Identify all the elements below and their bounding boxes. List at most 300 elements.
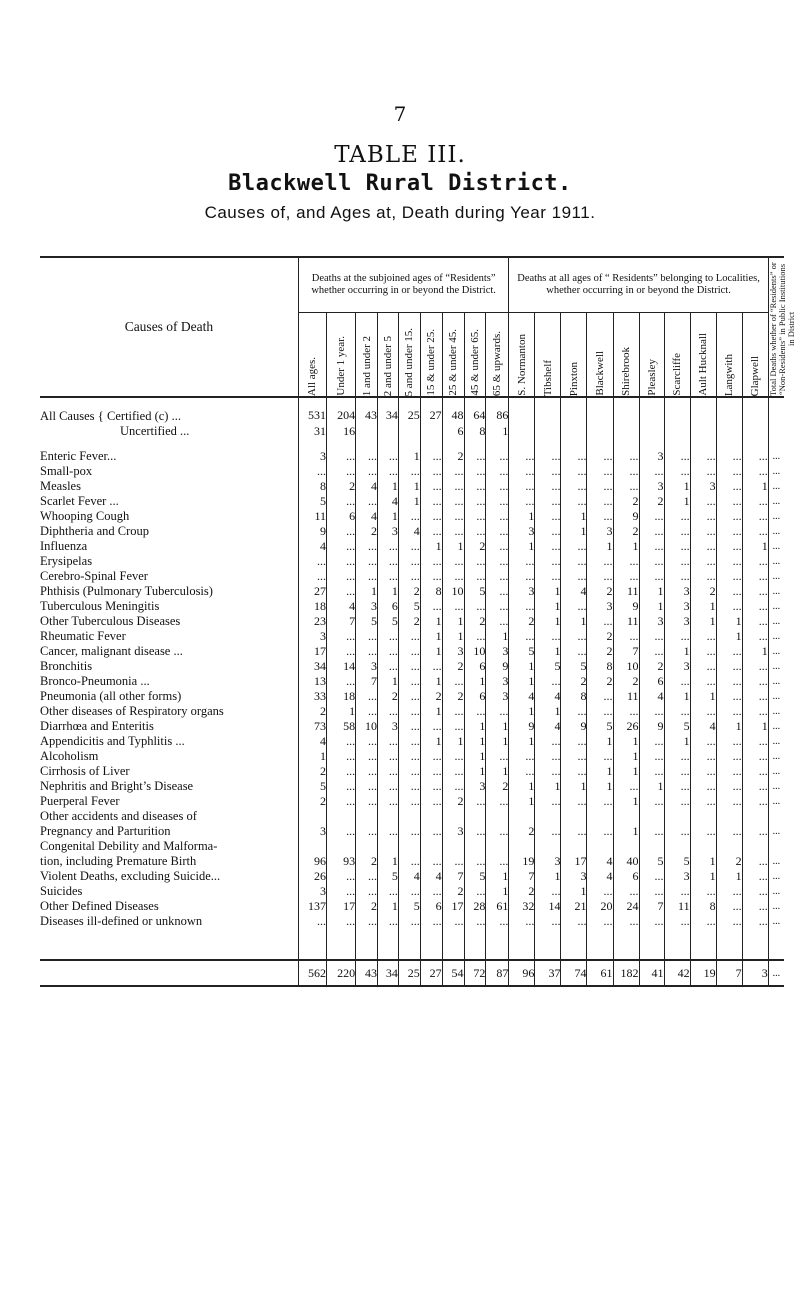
table-cell: ...	[535, 629, 561, 644]
table-cell: ...	[420, 569, 442, 584]
table-cell: ...	[772, 496, 781, 507]
table-cell: ...	[486, 824, 509, 839]
table-cell: ...	[327, 554, 356, 569]
table-cell	[420, 809, 442, 824]
table-cell: 2	[442, 659, 464, 674]
col-header: S. Normanton	[509, 313, 535, 397]
table-cell: 3	[664, 584, 690, 599]
table-cell: ...	[378, 764, 399, 779]
total-cell: 54	[442, 960, 464, 986]
col-header: Blackwell	[587, 313, 613, 397]
table-cell: ...	[356, 464, 378, 479]
table-row	[40, 719, 784, 734]
table-cell: 4	[561, 584, 587, 599]
table-cell: ...	[690, 629, 716, 644]
table-cell	[768, 809, 784, 824]
col-header: 65 & upwards.	[486, 313, 509, 397]
col-header: Langwith	[716, 313, 742, 397]
table-cell: ...	[398, 644, 420, 659]
table-row	[40, 599, 784, 614]
table-cell	[509, 839, 535, 854]
table-cell: ...	[716, 524, 742, 539]
all-causes-label: All Causes	[40, 409, 95, 423]
table-cell: ...	[535, 539, 561, 554]
cause-label: Puerperal Fever	[40, 794, 298, 809]
cause-label: Nephritis and Bright’s Disease	[40, 779, 298, 794]
table-row	[40, 509, 784, 524]
table-cell: 14	[535, 899, 561, 914]
table-cell: ...	[398, 509, 420, 524]
table-cell: ...	[742, 704, 768, 719]
table-cell: 3	[535, 854, 561, 869]
table-cell: ...	[772, 661, 781, 672]
table-cell: ...	[742, 449, 768, 464]
table-cell: 3	[509, 524, 535, 539]
table-cell: 17	[298, 644, 326, 659]
table-cell: 1	[420, 734, 442, 749]
cause-label: Bronco-Pneumonia ...	[40, 674, 298, 689]
table-cell: 61	[486, 899, 509, 914]
table-cell: ...	[356, 704, 378, 719]
table-cell: 58	[327, 719, 356, 734]
table-cell: 1	[639, 584, 664, 599]
col-header: Scarcliffe	[664, 313, 690, 397]
table-cell	[486, 839, 509, 854]
cause-label: Cerebro-Spinal Fever	[40, 569, 298, 584]
table-cell: 2	[298, 704, 326, 719]
table-cell: 4	[420, 869, 442, 884]
table-cell: ...	[327, 539, 356, 554]
table-cell: ...	[613, 569, 639, 584]
table-cell: ...	[716, 734, 742, 749]
col-header: Ault Hucknall	[690, 313, 716, 397]
table-cell: ...	[561, 599, 587, 614]
table-cell: ...	[464, 479, 486, 494]
col-header: Tibshelf	[535, 313, 561, 397]
table-cell: 204	[327, 408, 356, 424]
table-cell: 3	[298, 884, 326, 899]
table-cell: ...	[690, 509, 716, 524]
table-cell: 4	[639, 689, 664, 704]
table-cell: ...	[464, 824, 486, 839]
table-cell: ...	[716, 539, 742, 554]
table-cell: 2	[613, 494, 639, 509]
table-cell: ...	[486, 584, 509, 599]
table-cell: 14	[327, 659, 356, 674]
table-cell: 3	[664, 599, 690, 614]
table-cell: ...	[356, 779, 378, 794]
table-cell	[509, 809, 535, 824]
table-cell: ...	[613, 554, 639, 569]
table-cell: 2	[327, 479, 356, 494]
table-cell: ...	[356, 869, 378, 884]
table-cell: ...	[442, 719, 464, 734]
table-cell: 8	[587, 659, 613, 674]
total-cell: 3	[742, 960, 768, 986]
ages-group-header: Deaths at the subjoined ages of “Residents” whether occurring in or beyond the District.	[298, 257, 509, 313]
table-cell: ...	[742, 914, 768, 929]
table-cell: ...	[742, 854, 768, 869]
table-cell: ...	[772, 631, 781, 642]
table-cell: ...	[509, 479, 535, 494]
table-cell: ...	[420, 449, 442, 464]
table-cell: 9	[298, 524, 326, 539]
table-cell: ...	[664, 764, 690, 779]
page-number: 7	[393, 102, 407, 126]
table-cell: 1	[664, 494, 690, 509]
table-cell: 1	[464, 749, 486, 764]
table-cell	[716, 839, 742, 854]
table-cell: ...	[298, 464, 326, 479]
cause-label: Other Tuberculous Diseases	[40, 614, 298, 629]
table-cell: ...	[327, 794, 356, 809]
table-cell: ...	[535, 734, 561, 749]
table-cell: ...	[356, 914, 378, 929]
table-row	[40, 869, 784, 884]
cause-label: Congenital Debility and Malforma-	[40, 839, 298, 854]
table-cell: 5	[356, 614, 378, 629]
table-row	[40, 629, 784, 644]
table-cell: 2	[298, 764, 326, 779]
table-row	[40, 764, 784, 779]
table-cell: ...	[690, 734, 716, 749]
table-cell: 4	[327, 599, 356, 614]
table-cell: 64	[464, 408, 486, 424]
table-cell: ...	[639, 509, 664, 524]
table-cell: 3	[664, 659, 690, 674]
table-cell: 531	[298, 408, 326, 424]
table-cell: ...	[664, 824, 690, 839]
table-cell: ...	[561, 824, 587, 839]
table-cell: ...	[716, 824, 742, 839]
table-cell: 4	[587, 854, 613, 869]
table-cell: ...	[327, 494, 356, 509]
table-cell: 8	[298, 479, 326, 494]
table-cell: ...	[356, 764, 378, 779]
table-cell: 9	[613, 599, 639, 614]
col-header: 25 & under 45.	[442, 313, 464, 397]
total-cell: 19	[690, 960, 716, 986]
table-cell: ...	[356, 644, 378, 659]
table-cell: 1	[535, 779, 561, 794]
table-cell: 18	[327, 689, 356, 704]
cause-label: Erysipelas	[40, 554, 298, 569]
table-cell: ...	[742, 674, 768, 689]
table-cell: ...	[327, 569, 356, 584]
certified-label: Certified (c) ...	[107, 409, 181, 423]
table-cell: ...	[742, 749, 768, 764]
table-cell: 1	[613, 749, 639, 764]
table-cell: ...	[690, 749, 716, 764]
table-cell: 6	[378, 599, 399, 614]
table-cell: ...	[486, 554, 509, 569]
table-cell: 9	[486, 659, 509, 674]
table-cell	[639, 809, 664, 824]
table-cell: ...	[442, 509, 464, 524]
table-cell: ...	[772, 646, 781, 657]
table-cell: 1	[535, 704, 561, 719]
table-cell: 1	[561, 524, 587, 539]
table-cell: ...	[639, 569, 664, 584]
table-cell: 4	[535, 689, 561, 704]
table-cell: 9	[613, 509, 639, 524]
table-cell: 34	[378, 408, 399, 424]
table-cell: 2	[690, 584, 716, 599]
table-cell: 1	[509, 509, 535, 524]
table-cell: ...	[378, 464, 399, 479]
table-cell: ...	[398, 734, 420, 749]
table-cell: 4	[690, 719, 716, 734]
table-cell: ...	[535, 674, 561, 689]
cause-label: Pneumonia (all other forms)	[40, 689, 298, 704]
table-cell: ...	[772, 526, 781, 537]
table-cell: 1	[398, 494, 420, 509]
table-cell: 2	[356, 524, 378, 539]
table-cell: ...	[772, 916, 781, 927]
table-cell: 1	[690, 854, 716, 869]
table-cell: 34	[298, 659, 326, 674]
table-cell: ...	[639, 794, 664, 809]
table-cell: 6	[327, 509, 356, 524]
table-cell: 6	[464, 659, 486, 674]
table-cell	[398, 839, 420, 854]
table-cell: ...	[378, 644, 399, 659]
table-cell	[768, 408, 784, 424]
table-cell: ...	[587, 614, 613, 629]
table-cell: ...	[420, 854, 442, 869]
table-cell: ...	[772, 796, 781, 807]
table-cell: ...	[587, 449, 613, 464]
table-cell: 5	[464, 869, 486, 884]
table-cell	[613, 839, 639, 854]
table-cell: ...	[464, 554, 486, 569]
table-cell: 10	[464, 644, 486, 659]
table-cell	[535, 839, 561, 854]
table-cell: 3	[486, 644, 509, 659]
table-cell: 8	[690, 899, 716, 914]
table-cell: 1	[690, 689, 716, 704]
table-cell: ...	[327, 644, 356, 659]
table-cell: ...	[639, 644, 664, 659]
table-cell: ...	[742, 509, 768, 524]
table-cell	[298, 809, 326, 824]
table-cell: ...	[587, 569, 613, 584]
uncertified-label: Uncertified ...	[120, 424, 190, 438]
table-cell: ...	[420, 494, 442, 509]
table-cell: 17	[561, 854, 587, 869]
table-cell: ...	[716, 899, 742, 914]
table-heading: Causes of, and Ages at, Death during Year 1911.	[204, 203, 596, 222]
table-cell: 6	[464, 689, 486, 704]
table-cell: 3	[639, 449, 664, 464]
table-cell: ...	[442, 749, 464, 764]
table-cell: 1	[378, 899, 399, 914]
table-cell	[561, 408, 587, 424]
table-cell: 16	[327, 424, 356, 440]
table-cell: ...	[742, 494, 768, 509]
col-header: 45 & under 65.	[464, 313, 486, 397]
table-cell: 1	[716, 869, 742, 884]
table-cell: 11	[613, 689, 639, 704]
table-cell: ...	[356, 689, 378, 704]
table-cell: ...	[420, 524, 442, 539]
table-cell: ...	[716, 659, 742, 674]
table-cell: ...	[742, 899, 768, 914]
table-cell: ...	[772, 736, 781, 747]
table-cell: ...	[690, 494, 716, 509]
table-cell: ...	[561, 464, 587, 479]
table-cell: ...	[613, 629, 639, 644]
table-cell: 4	[298, 539, 326, 554]
table-cell: 3	[356, 599, 378, 614]
causes-header: Causes of Death	[40, 257, 298, 397]
table-cell: 6	[613, 869, 639, 884]
table-cell: ...	[442, 779, 464, 794]
table-cell: 5	[378, 869, 399, 884]
table-row	[40, 584, 784, 599]
table-cell: 1	[442, 629, 464, 644]
table-row	[40, 644, 784, 659]
table-cell: ...	[398, 689, 420, 704]
table-cell: ...	[639, 704, 664, 719]
total-cell: 42	[664, 960, 690, 986]
table-cell: ...	[587, 794, 613, 809]
table-cell: ...	[664, 704, 690, 719]
table-cell: ...	[639, 884, 664, 899]
table-cell: 23	[298, 614, 326, 629]
table-cell: ...	[378, 629, 399, 644]
table-cell: 1	[327, 704, 356, 719]
table-cell: 2	[509, 884, 535, 899]
total-cell: 27	[420, 960, 442, 986]
table-cell: 13	[298, 674, 326, 689]
table-cell: 11	[298, 509, 326, 524]
col-header: 5 and under 15.	[398, 313, 420, 397]
table-cell: 1	[535, 599, 561, 614]
cause-label: Small-pox	[40, 464, 298, 479]
table-cell	[613, 424, 639, 440]
table-cell: ...	[716, 644, 742, 659]
table-cell: ...	[420, 764, 442, 779]
cause-label: Phthisis (Pulmonary Tuberculosis)	[40, 584, 298, 599]
table-cell: ...	[327, 734, 356, 749]
table-cell: ...	[690, 914, 716, 929]
table-cell: ...	[420, 914, 442, 929]
cause-label: Cancer, malignant disease ...	[40, 644, 298, 659]
table-cell: ...	[587, 689, 613, 704]
table-cell: ...	[356, 824, 378, 839]
table-cell	[639, 408, 664, 424]
table-cell: ...	[742, 824, 768, 839]
table-cell: ...	[464, 449, 486, 464]
table-row	[40, 674, 784, 689]
causes-of-death-table	[40, 256, 796, 987]
table-cell: ...	[486, 749, 509, 764]
table-cell: 2	[398, 584, 420, 599]
table-cell: 6	[442, 424, 464, 440]
table-cell: ...	[378, 734, 399, 749]
table-cell: ...	[742, 794, 768, 809]
table-cell	[561, 424, 587, 440]
table-cell: ...	[464, 599, 486, 614]
table-cell: 3	[378, 524, 399, 539]
table-cell: ...	[742, 614, 768, 629]
col-header: 1 and under 2	[356, 313, 378, 397]
table-cell: ...	[664, 524, 690, 539]
table-cell: ...	[716, 569, 742, 584]
table-cell: ...	[561, 794, 587, 809]
table-row	[40, 884, 784, 899]
table-cell: 1	[664, 734, 690, 749]
spacer-row	[40, 949, 784, 960]
table-cell: ...	[772, 511, 781, 522]
table-cell: ...	[486, 539, 509, 554]
table-cell: 7	[442, 869, 464, 884]
table-cell: ...	[664, 914, 690, 929]
table-cell: ...	[298, 914, 326, 929]
table-cell: ...	[420, 884, 442, 899]
table-cell: ...	[664, 629, 690, 644]
total-cell: 34	[378, 960, 399, 986]
table-cell: ...	[639, 824, 664, 839]
table-row	[40, 659, 784, 674]
col-header: Glapwell	[742, 313, 768, 397]
table-cell: ...	[613, 449, 639, 464]
table-cell: ...	[664, 569, 690, 584]
total-cell: 72	[464, 960, 486, 986]
table-cell: ...	[742, 884, 768, 899]
cause-label: Influenza	[40, 539, 298, 554]
table-row	[40, 899, 784, 914]
table-cell	[690, 809, 716, 824]
table-cell: 2	[509, 614, 535, 629]
table-cell: ...	[772, 556, 781, 567]
table-cell: ...	[486, 614, 509, 629]
table-cell: ...	[535, 464, 561, 479]
table-cell: 3	[587, 599, 613, 614]
cause-label: Appendicitis and Typhlitis ...	[40, 734, 298, 749]
table-cell: ...	[398, 464, 420, 479]
cause-label: Suicides	[40, 884, 298, 899]
table-cell: ...	[587, 464, 613, 479]
total-cell: 7	[716, 960, 742, 986]
table-cell: ...	[613, 479, 639, 494]
table-cell: ...	[398, 704, 420, 719]
table-cell: ...	[690, 764, 716, 779]
table-cell: ...	[442, 464, 464, 479]
table-cell: 5	[378, 614, 399, 629]
table-cell: ...	[772, 751, 781, 762]
table-cell: ...	[535, 764, 561, 779]
table-cell: 2	[442, 449, 464, 464]
table-cell: 7	[356, 674, 378, 689]
table-cell: ...	[690, 569, 716, 584]
table-row	[40, 569, 784, 584]
table-cell	[716, 408, 742, 424]
table-cell	[356, 424, 378, 440]
table-cell	[509, 424, 535, 440]
table-cell: ...	[509, 764, 535, 779]
table-cell	[398, 809, 420, 824]
table-cell: 2	[442, 689, 464, 704]
table-cell: ...	[639, 749, 664, 764]
table-cell: ...	[398, 914, 420, 929]
table-cell: ...	[442, 599, 464, 614]
table-cell: ...	[486, 464, 509, 479]
table-body	[40, 397, 784, 986]
table-cell	[742, 809, 768, 824]
table-cell: 26	[613, 719, 639, 734]
